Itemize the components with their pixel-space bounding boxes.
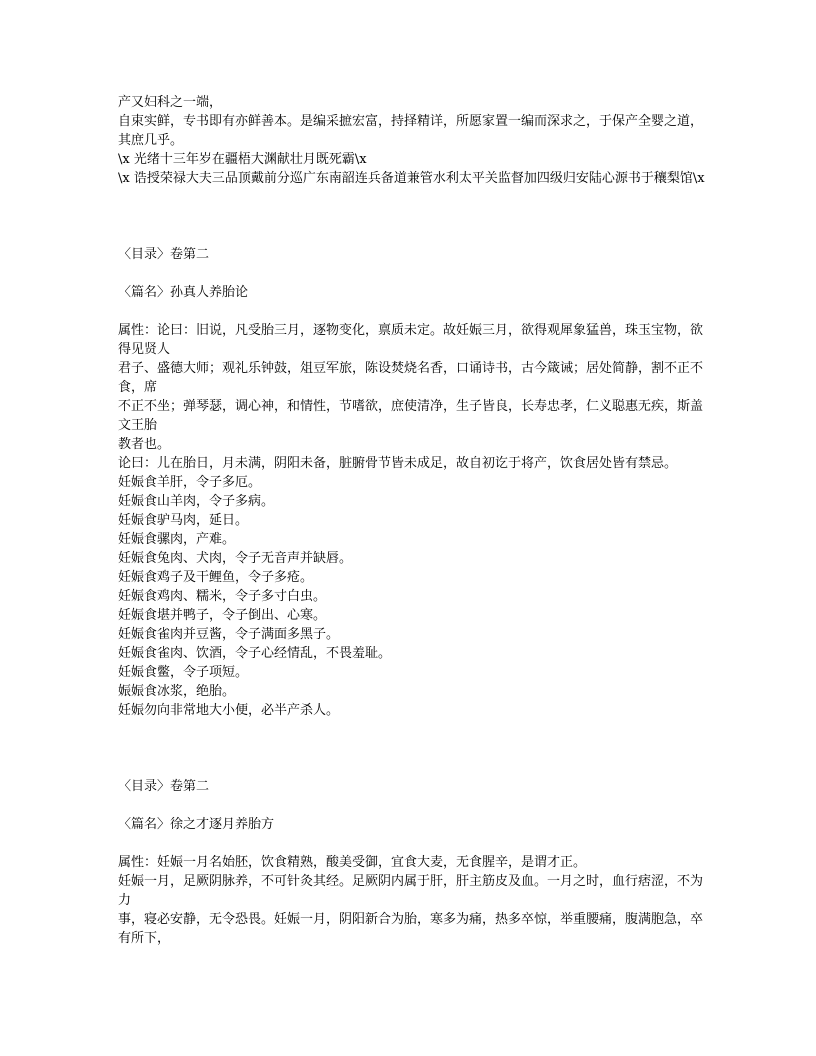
text-line: 妊娠食鳖，令子项短。 xyxy=(118,665,249,680)
intro-line: \x 光绪十三年岁在疆梧大渊献壮月既死霸\x xyxy=(118,152,367,167)
text-line: 妊娠食驴马肉，延日。 xyxy=(118,513,249,528)
text-line: 妊娠一月，足厥阴脉养，不可针灸其经。足厥阴内属于肝，肝主筋皮及血。一月之时，血行痞涩，不为力 xyxy=(118,874,704,908)
text-line: 妊娠食雀肉并豆酱，令子满面多黑子。 xyxy=(118,627,340,642)
section-2 xyxy=(118,777,706,948)
text-line: 妊娠食鸡肉、糯米，令子多寸白虫。 xyxy=(118,589,327,604)
spacer xyxy=(118,302,706,321)
catalog-heading: 〈目录〉卷第二 xyxy=(118,779,210,794)
text-line: 君子、盛德大师；观礼乐钟鼓，俎豆军旅，陈设焚烧名香，口诵诗书，古今箴诫；居处简静，割不正不食，席 xyxy=(118,361,704,395)
text-line: 妊娠食鸡子及干鲤鱼，令子多疮。 xyxy=(118,570,314,585)
section-1 xyxy=(118,245,706,720)
text-line: 娠娠食冰浆，绝胎。 xyxy=(118,684,236,699)
intro-line: 产又妇科之一端， xyxy=(118,95,223,110)
spacer xyxy=(118,796,706,815)
text-line: 妊娠勿向非常地大小便，必半产杀人。 xyxy=(118,703,340,718)
text-line: 妊娠食山羊肉，令子多病。 xyxy=(118,494,275,509)
text-line: 教者也。 xyxy=(118,437,171,452)
document-page xyxy=(118,93,706,948)
intro-block xyxy=(118,93,706,188)
intro-line: 自束实鲜，专书即有亦鲜善本。是编采摭宏富，持择精详，所愿家置一编而深求之，于保产全婴之道，其庶几乎。 xyxy=(118,114,704,148)
text-line: 妊娠食兔肉、犬肉，令子无音声并缺唇。 xyxy=(118,551,353,566)
text-line: 不正不坐；弹琴瑟，调心神，和情性，节嗜欲，庶使清净，生子皆良，长寿忠孝，仁义聪惠无疾，斯盖文王胎 xyxy=(118,399,704,433)
text-line: 妊娠食羊肝，令子多厄。 xyxy=(118,475,262,490)
spacer xyxy=(118,834,706,853)
text-line: 属性：妊娠一月名始胚，饮食精熟，酸美受御，宜食大麦，无食腥辛，是谓才正。 xyxy=(118,855,587,870)
text-line: 属性：论曰：旧说，凡受胎三月，逐物变化，禀质未定。故妊娠三月，欲得观犀象猛兽，珠玉宝物，欲得见贤人 xyxy=(118,323,704,357)
text-line: 妊娠食骡肉，产难。 xyxy=(118,532,236,547)
text-line: 事，寝必安静，无令恐畏。妊娠一月，阴阳新合为胎，寒多为痛，热多卒惊，举重腰痛，腹满胞急，卒有所下， xyxy=(118,912,704,946)
chapter-title: 〈篇名〉孙真人养胎论 xyxy=(118,285,249,300)
catalog-heading: 〈目录〉卷第二 xyxy=(118,247,210,262)
text-line: 论曰：儿在胎日，月未满，阴阳未备，脏腑骨节皆未成足，故自初讫于将产，饮食居处皆有禁忌。 xyxy=(118,456,678,471)
text-line: 妊娠食堪并鸭子，令子倒出、心寒。 xyxy=(118,608,327,623)
intro-line: \x 诰授荣禄大夫三品顶戴前分巡广东南韶连兵备道兼管水利太平关监督加四级归安陆心源书于穰梨馆\x xyxy=(118,171,705,186)
spacer xyxy=(118,264,706,283)
chapter-title: 〈篇名〉徐之才逐月养胎方 xyxy=(118,817,275,832)
text-line: 妊娠食雀肉、饮酒，令子心经情乱，不畏羞耻。 xyxy=(118,646,392,661)
spacer xyxy=(118,188,706,245)
spacer xyxy=(118,720,706,777)
